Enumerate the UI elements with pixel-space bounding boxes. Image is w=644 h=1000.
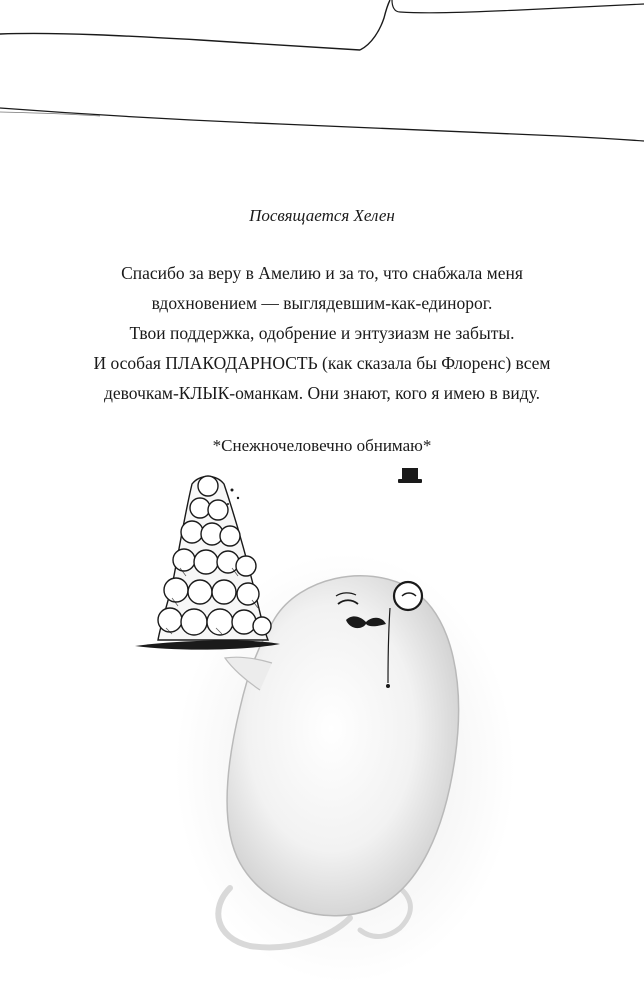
acknowledgement-line: вдохновением — выглядевшим-как-единорог. [151, 293, 493, 313]
dedication-heading: Посвящается Хелен [249, 206, 395, 225]
acknowledgement-line: И особая ПЛАКОДАРНОСТЬ (как сказала бы Флоренс) всем [93, 353, 551, 373]
top-hat-icon [398, 468, 422, 483]
closing-line: *Снежночеловечно обнимаю* [212, 436, 432, 455]
acknowledgement-line: Твои поддержка, одобрение и энтузиазм не забыты. [129, 323, 515, 343]
acknowledgement-paragraph [30, 258, 614, 408]
acknowledgement-line: девочкам-КЛЫК-оманкам. Они знают, кого я имею в виду. [103, 383, 541, 403]
ghost-with-cake-illustration [120, 468, 520, 988]
tower-cake [158, 476, 271, 640]
acknowledgement-line: Спасибо за веру в Амелию и за то, что снабжала меня [121, 263, 523, 283]
top-sketch-lines [0, 0, 644, 160]
